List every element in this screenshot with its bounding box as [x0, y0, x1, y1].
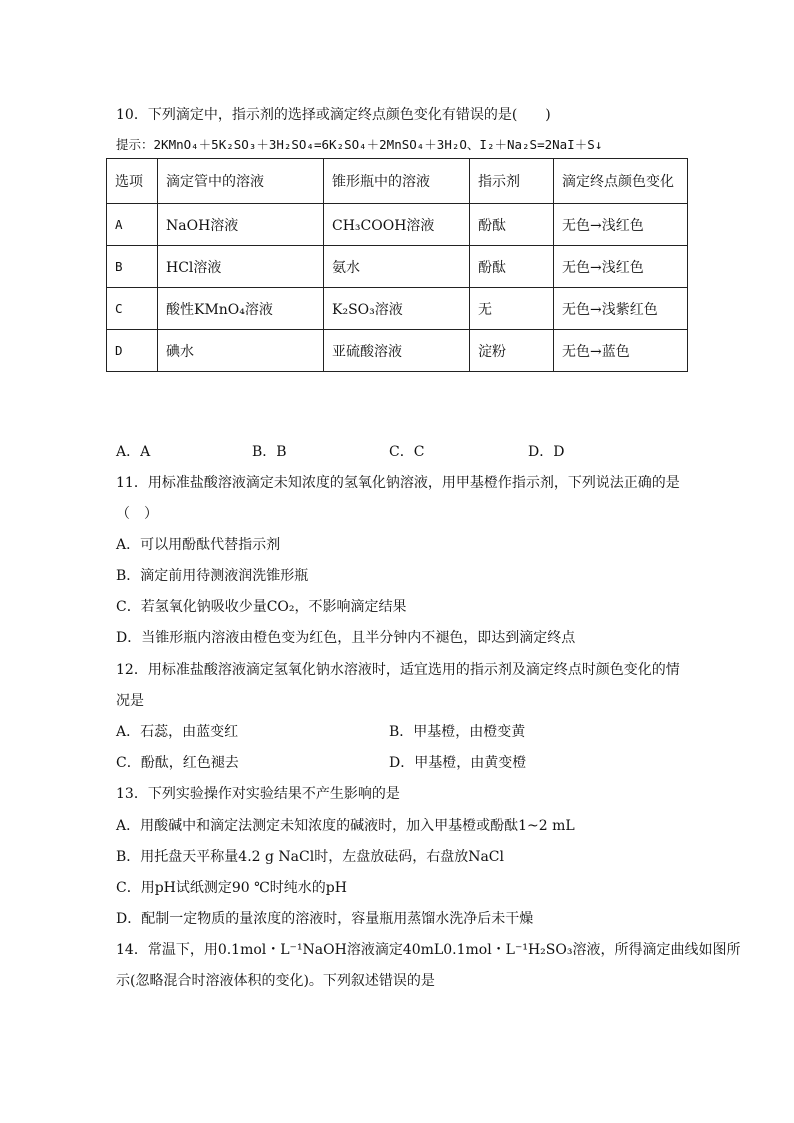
- q11-stem-cont: （ ）: [116, 506, 158, 522]
- table-cell: 无色→蓝色: [554, 330, 688, 372]
- table-header-cell: 滴定管中的溶液: [158, 159, 324, 204]
- q11-option-b: B．滴定前用待测液润洗锥形瓶: [116, 568, 309, 584]
- table-row: [107, 204, 688, 246]
- table-header-cell: 指示剂: [470, 159, 554, 204]
- table-cell: D: [107, 330, 158, 372]
- table-header-cell: 选项: [107, 159, 158, 204]
- q13-option-a: A．用酸碱中和滴定法测定未知浓度的碱液时，加入甲基橙或酚酞1~2 mL: [116, 818, 575, 834]
- table-cell: 酚酞: [470, 246, 554, 288]
- table-cell: 酸性KMnO₄溶液: [158, 288, 324, 330]
- table-cell: NaOH溶液: [158, 204, 324, 246]
- q10-option-a: A．A: [116, 444, 151, 460]
- table-cell: 碘水: [158, 330, 324, 372]
- table-header-row: [107, 159, 688, 204]
- q10-hint: [116, 135, 602, 153]
- table-cell: 酚酞: [470, 204, 554, 246]
- table-row: [107, 330, 688, 372]
- table-header-cell: 滴定终点颜色变化: [554, 159, 688, 204]
- q10-table: [106, 158, 688, 372]
- table-row: [107, 288, 688, 330]
- q10-hint-label: 提示：: [116, 137, 154, 152]
- table-cell: 无色→浅红色: [554, 204, 688, 246]
- q14-stem: 14．常温下，用0.1mol・L⁻¹NaOH溶液滴定40mL0.1mol・L⁻¹H₂SO₃溶液，所得滴定曲线如图所: [116, 942, 741, 958]
- q11-option-d: D．当锥形瓶内溶液由橙色变为红色，且半分钟内不褪色，即达到滴定终点: [116, 630, 576, 646]
- q12-option-d: D．甲基橙，由黄变橙: [389, 755, 527, 771]
- table-cell: CH₃COOH溶液: [324, 204, 470, 246]
- table-cell: B: [107, 246, 158, 288]
- q13-stem: 13．下列实验操作对实验结果不产生影响的是: [116, 786, 400, 802]
- q13-option-b: B．用托盘天平称量4.2 g NaCl时，左盘放砝码，右盘放NaCl: [116, 849, 504, 865]
- q10-option-c: C．C: [389, 444, 425, 460]
- table-cell: 氨水: [324, 246, 470, 288]
- q14-stem-cont: 示(忽略混合时溶液体积的变化)。下列叙述错误的是: [116, 973, 435, 989]
- q10-option-d: D．D: [528, 444, 565, 460]
- q13-option-d: D．配制一定物质的量浓度的溶液时，容量瓶用蒸馏水洗净后未干燥: [116, 911, 534, 927]
- q12-option-b: B．甲基橙，由橙变黄: [389, 724, 526, 740]
- table-cell: K₂SO₃溶液: [324, 288, 470, 330]
- table-cell: 淀粉: [470, 330, 554, 372]
- table-cell: 无色→浅红色: [554, 246, 688, 288]
- q10-hint-formula: 2KMnO₄＋5K₂SO₃＋3H₂SO₄=6K₂SO₄＋2MnSO₄＋3H₂O、I₂＋Na₂S=2NaI＋S↓: [153, 137, 603, 152]
- table-header-cell: 锥形瓶中的溶液: [324, 159, 470, 204]
- q13-option-c: C．用pH试纸测定90 ℃时纯水的pH: [116, 880, 347, 896]
- q10-option-b: B．B: [252, 444, 287, 460]
- q12-option-c: C．酚酞，红色褪去: [116, 755, 239, 771]
- table-cell: 无: [470, 288, 554, 330]
- q12-stem-cont: 况是: [116, 693, 144, 709]
- table-cell: 亚硫酸溶液: [324, 330, 470, 372]
- q10-stem: 10．下列滴定中，指示剂的选择或滴定终点颜色变化有错误的是( ): [116, 107, 551, 123]
- table-cell: C: [107, 288, 158, 330]
- q11-stem: 11．用标准盐酸溶液滴定未知浓度的氢氧化钠溶液，用甲基橙作指示剂，下列说法正确的是: [116, 475, 680, 491]
- q11-option-c: C．若氢氧化钠吸收少量CO₂，不影响滴定结果: [116, 599, 407, 615]
- table-cell: A: [107, 204, 158, 246]
- table-cell: HCl溶液: [158, 246, 324, 288]
- q11-option-a: A．可以用酚酞代替指示剂: [116, 537, 281, 553]
- q12-stem: 12．用标准盐酸溶液滴定氢氧化钠水溶液时，适宜选用的指示剂及滴定终点时颜色变化的情: [116, 662, 680, 678]
- q12-option-a: A．石蕊，由蓝变红: [116, 724, 239, 740]
- table-cell: 无色→浅紫红色: [554, 288, 688, 330]
- table-row: [107, 246, 688, 288]
